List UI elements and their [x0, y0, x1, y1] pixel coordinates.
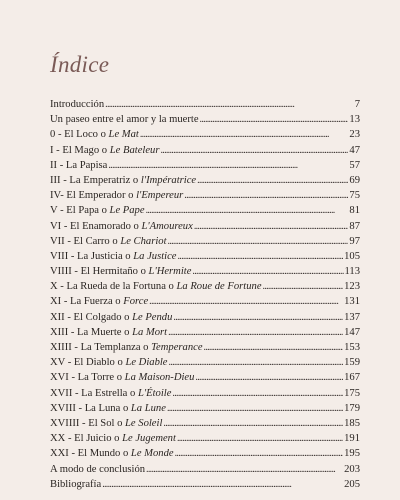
toc-entry-title: [50, 264, 191, 279]
toc-entry-title-plain: XIIII - La Templanza o: [50, 342, 152, 353]
dot-leader: [163, 416, 343, 431]
toc-entry-title-plain: VIIII - El Hermitaño o: [50, 266, 149, 278]
toc-entry-title-plain: XV - El Diablo o: [50, 357, 126, 369]
toc-entry: [50, 386, 360, 401]
toc-entry-page-number: 191: [344, 433, 360, 445]
dot-leader: [167, 401, 343, 416]
toc-entry-title-plain: XVIII - La Luna o: [50, 402, 131, 414]
toc-entry-page-number: 105: [344, 250, 360, 262]
dot-leader: [263, 279, 344, 294]
toc-entry-title-plain: Introducción: [50, 99, 105, 110]
toc-entry-title: [50, 386, 171, 401]
toc-entry-title-plain: Un paseo entre el amor y la muerte: [50, 114, 199, 126]
toc-entry-title-italic: Le Monde: [130, 448, 174, 460]
toc-entry-title-italic: Le Jugement: [122, 433, 176, 445]
toc-entry-page-number: 97: [349, 235, 360, 247]
toc-entry: [50, 294, 360, 309]
toc-entry-page-number: 81: [349, 205, 360, 217]
toc-entry-title: [50, 340, 203, 355]
toc-entry: [50, 431, 360, 446]
toc-entry: [50, 279, 360, 294]
toc-entry: [50, 477, 360, 492]
toc-entry: [50, 416, 360, 431]
toc-entry-title: [50, 173, 196, 188]
toc-entry-title: [50, 325, 167, 340]
toc-entry-title: [50, 97, 104, 112]
toc-entry-title: [50, 462, 145, 477]
dot-leader: [140, 127, 349, 142]
toc-entry: [50, 370, 360, 385]
toc-entry-title: [50, 219, 193, 234]
toc-entry: [50, 340, 360, 355]
toc-entry-title-plain: XVII - La Estrella o: [50, 387, 138, 399]
toc-entry-title-plain: XXI - El Mundo o: [50, 448, 131, 460]
toc-entry-title-italic: La Maison-Dieu: [124, 372, 195, 384]
toc-entry-title-plain: XIII - La Muerte o: [50, 326, 133, 338]
toc-entry-title-italic: Le Soleil: [125, 417, 163, 429]
toc-entry-title: [50, 279, 262, 294]
toc-entry-title-plain: XVIIII - El Sol o: [50, 417, 126, 429]
toc-entry-title: [50, 112, 199, 127]
toc-entry-page-number: 57: [349, 159, 360, 171]
toc-entry-page-number: 13: [349, 114, 360, 126]
dot-leader: [200, 112, 349, 127]
toc-entry-title-plain: I - El Mago o: [50, 144, 110, 156]
dot-leader: [178, 249, 344, 264]
dot-leader: [160, 143, 348, 158]
toc-entry-page-number: 205: [344, 478, 360, 490]
dot-leader: [175, 446, 344, 461]
toc-entry-title: [50, 355, 168, 370]
dot-leader: [146, 462, 343, 477]
toc-entry-title-plain: XI - La Fuerza o: [50, 296, 124, 308]
dot-leader: [177, 431, 343, 446]
toc-entry-title: [50, 203, 145, 218]
toc-entry-page-number: 159: [344, 357, 360, 369]
toc-entry-title: [50, 143, 159, 158]
toc-entry-page-number: 175: [344, 387, 360, 399]
toc-entry-title: [50, 401, 166, 416]
toc-entry: [50, 158, 360, 173]
toc-entry-title: [50, 416, 162, 431]
dot-leader: [102, 477, 343, 492]
toc-entry-page-number: 69: [349, 174, 360, 186]
toc-entry-page-number: 147: [344, 326, 360, 338]
toc-entry-title-plain: VIII - La Justicia o: [50, 250, 134, 262]
toc-entry-title-italic: Le Pendu: [132, 311, 173, 323]
toc-entry-title: [50, 294, 148, 309]
toc-entry-title: [50, 249, 177, 264]
toc-entry: [50, 127, 360, 142]
toc-entry: [50, 188, 360, 203]
toc-entry-title-plain: VII - El Carro o: [50, 235, 121, 247]
toc-entry: [50, 112, 360, 127]
dot-leader: [184, 188, 348, 203]
toc-entry-page-number: 131: [344, 296, 360, 308]
toc-entry-title-plain: A modo de conclusión: [50, 463, 146, 475]
toc-entry-title-plain: VI - El Enamorado o: [50, 220, 142, 232]
toc-entry-title-plain: 0 - El Loco o: [50, 129, 109, 141]
toc-entry: [50, 264, 360, 279]
toc-entry-title: [50, 158, 107, 173]
toc-entry-title-italic: La Roue de Fortune: [176, 281, 262, 293]
toc-entry-page-number: 179: [344, 402, 360, 414]
toc-entry: [50, 97, 360, 112]
dot-leader: [169, 355, 344, 370]
toc-entry: [50, 325, 360, 340]
toc-entry-title: [50, 477, 101, 492]
dot-leader: [146, 203, 349, 218]
toc-entry-title-italic: Le Mat: [108, 129, 139, 141]
toc-entry-title: [50, 431, 176, 446]
toc-entry-title-italic: Temperance: [151, 342, 203, 353]
toc-entry-title-plain: III - La Emperatriz o: [50, 174, 141, 186]
toc-entry: [50, 462, 360, 477]
toc-entry-page-number: 113: [344, 266, 360, 278]
toc-entry-title-italic: La Mort: [132, 326, 168, 338]
toc-entry-title: [50, 370, 194, 385]
toc-entry-title-italic: La Lune: [130, 402, 166, 414]
toc-entry: [50, 143, 360, 158]
toc-entry: [50, 446, 360, 461]
toc-entry-title-italic: L'Amoureux: [141, 220, 193, 232]
toc-entry-title-plain: XII - El Colgado o: [50, 311, 133, 323]
toc-entry-title-plain: Bibliografía: [50, 478, 102, 490]
dot-leader: [108, 158, 348, 173]
toc-entry-title-italic: L'Étoile: [137, 387, 172, 399]
page-title: Índice: [50, 52, 110, 77]
toc-entry-title-italic: l'Impératrice: [140, 174, 197, 186]
toc-entry-page-number: 203: [344, 463, 360, 475]
toc-entry-page-number: 167: [344, 372, 360, 384]
toc-entry-title-plain: XVI - La Torre o: [50, 372, 125, 384]
dot-leader: [195, 370, 343, 385]
table-of-contents: [50, 97, 360, 492]
toc-entry-title-italic: Le Bateleur: [109, 144, 160, 156]
toc-entry-page-number: 123: [344, 281, 360, 293]
dot-leader: [173, 310, 343, 325]
dot-leader: [168, 325, 343, 340]
toc-entry-page-number: 137: [344, 311, 360, 323]
toc-entry-page-number: 195: [344, 448, 360, 460]
toc-entry-title-italic: Force: [123, 296, 149, 308]
toc-entry-title-plain: II - La Papisa: [50, 159, 108, 171]
toc-entry-page-number: 185: [344, 417, 360, 429]
toc-entry-page-number: 7: [354, 99, 360, 110]
toc-entry-title: [50, 188, 183, 203]
toc-entry-page-number: 75: [349, 190, 360, 202]
toc-entry-title-italic: Le Chariot: [120, 235, 167, 247]
dot-leader: [197, 173, 348, 188]
toc-entry-title-italic: l'Empereur: [136, 190, 184, 202]
toc-entry-page-number: 153: [344, 342, 360, 353]
toc-entry: [50, 249, 360, 264]
toc-entry-title: [50, 446, 174, 461]
toc-entry-page-number: 87: [349, 220, 360, 232]
toc-entry: [50, 355, 360, 370]
dot-leader: [149, 294, 343, 309]
toc-entry-title: [50, 310, 172, 325]
toc-entry: [50, 203, 360, 218]
toc-entry-title-plain: X - La Rueda de la Fortuna o: [50, 281, 177, 293]
toc-entry-title-plain: IV- El Emperador o: [50, 190, 137, 202]
toc-entry-title-italic: Le Diable: [125, 357, 168, 369]
toc-entry: [50, 401, 360, 416]
dot-leader: [168, 234, 349, 249]
toc-entry-title-italic: Le Pape: [109, 205, 145, 217]
dot-leader: [105, 97, 354, 112]
toc-entry: [50, 234, 360, 249]
toc-entry: [50, 173, 360, 188]
toc-entry: [50, 310, 360, 325]
toc-entry-title: [50, 234, 167, 249]
dot-leader: [192, 264, 343, 279]
toc-entry-title-plain: V - El Papa o: [50, 205, 110, 217]
toc-entry-title-italic: La Justice: [133, 250, 177, 262]
dot-leader: [172, 386, 343, 401]
toc-entry-page-number: 23: [349, 129, 360, 141]
toc-entry: [50, 219, 360, 234]
dot-leader: [194, 219, 349, 234]
dot-leader: [204, 340, 344, 355]
toc-entry-title: [50, 127, 139, 142]
toc-entry-title-italic: L'Hermite: [148, 266, 192, 278]
toc-entry-title-plain: XX - El Juicio o: [50, 433, 123, 445]
toc-entry-page-number: 47: [349, 144, 360, 156]
